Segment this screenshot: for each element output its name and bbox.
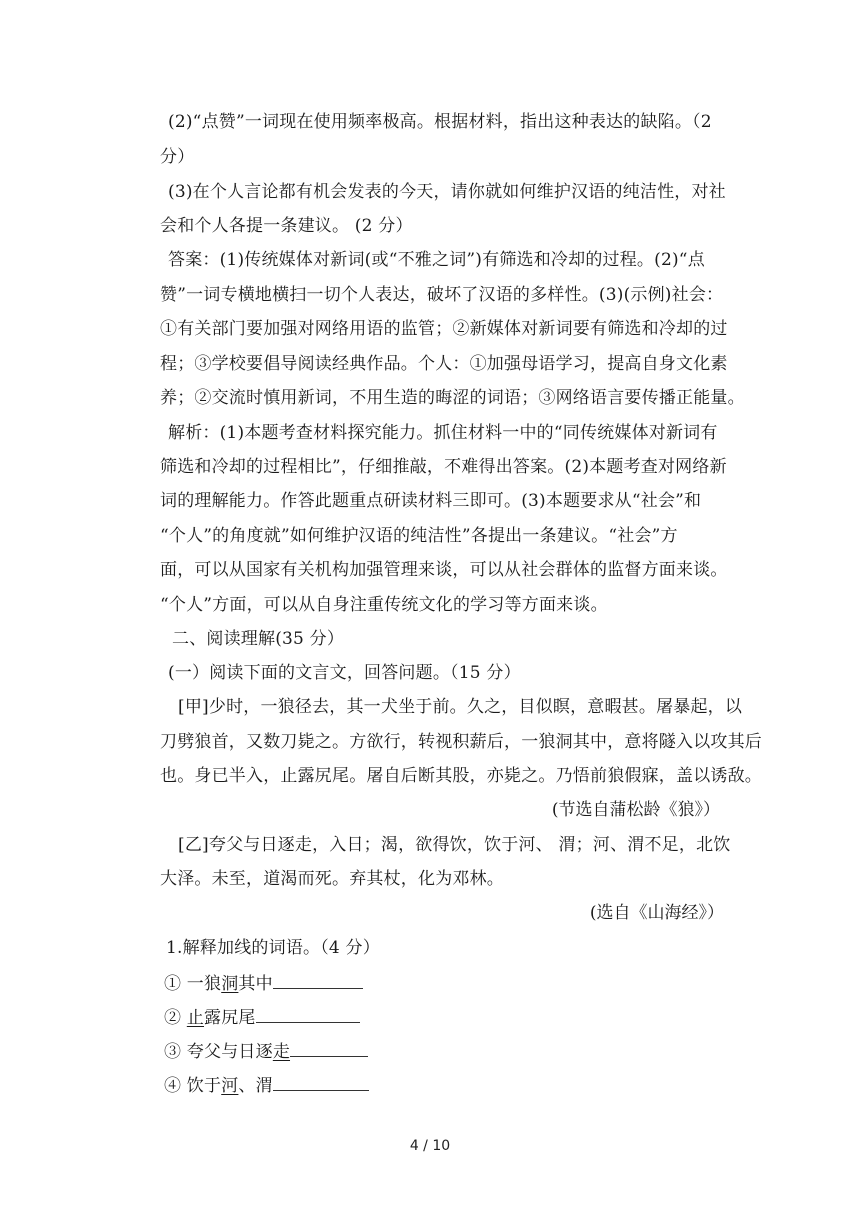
source-shanhai: (选自《山海经》） (589, 903, 724, 923)
answer-line-1: 答案：(1)传统媒体对新词(或“不雅之词”)有筛选和冷却的过程。(2)“点 (168, 250, 705, 270)
item-number: ④ (164, 1076, 182, 1096)
answer-line-4: 程；③学校要倡导阅读经典作品。个人：①加强母语学习，提高自身文化素 (160, 354, 728, 374)
item-number: ② (164, 1008, 182, 1028)
passage-jia-line-1: [甲]少时，一狼径去，其一犬坐于前。久之，目似瞑，意暇甚。屠暴起，以 (178, 697, 743, 717)
analysis-line-5: 面，可以从国家有关机构加强管理来谈，可以从社会群体的监督方面来谈。 (160, 560, 728, 580)
answer-line-5: 养；②交流时慎用新词，不用生造的晦涩的词语；③网络语言要传播正能量。 (160, 388, 745, 408)
underlined-word: 洞 (221, 974, 239, 994)
passage-yi-line-1: [乙]夸父与日逐走，入日；渴，欲得饮，饮于河、 渭；河、渭不足，北饮 (178, 835, 731, 855)
answer-line-2: 赞”一词专横地横扫一切个人表达，破坏了汉语的多样性。(3)(示例)社会： (160, 285, 724, 305)
analysis-line-3: 词的理解能力。作答此题重点研读材料三即可。(3)本题要求从“社会”和 (160, 491, 702, 511)
question-3-line-2: 会和个人各提一条建议。 (2 分） (160, 216, 413, 236)
source-wolf: (节选自蒲松龄《狼》） (551, 800, 720, 820)
underlined-word: 走 (272, 1042, 291, 1062)
passage-jia-line-2: 刀劈狼首，又数刀毙之。方欲行，转视积薪后，一狼洞其中，意将隧入以攻其后 (160, 732, 762, 752)
question-2-line-1: (2)“点赞”一词现在使用频率极高。根据材料，指出这种表达的缺陷。（2 (168, 112, 712, 132)
analysis-line-6: “个人”方面，可以从自身注重传统文化的学习等方面来谈。 (160, 595, 608, 615)
answer-blank[interactable] (273, 972, 363, 989)
answer-line-3: ①有关部门要加强对网络用语的监管；②新媒体对新词要有筛选和冷却的过 (160, 319, 728, 339)
question-2-line-2: 分） (160, 147, 195, 167)
vocab-item-3: ③ 夸父与日逐走 (164, 1040, 368, 1062)
subsection-heading: (一）阅读下面的文言文，回答问题。（15 分） (168, 663, 521, 683)
page-number: 4 / 10 (409, 1138, 451, 1154)
answer-blank[interactable] (273, 1074, 369, 1091)
analysis-line-2: 筛选和冷却的过程相比”，仔细推敲，不难得出答案。(2)本题考查对网络新 (160, 457, 727, 477)
item-number: ① (164, 974, 182, 994)
vocab-item-1: ① 一狼洞其中 (164, 972, 363, 994)
vocab-item-2: ② 止露尻尾 (164, 1006, 360, 1028)
passage-jia-line-3: 也。身已半入，止露尻尾。屠自后断其股，亦毙之。乃悟前狼假寐，盖以诱敌。 (160, 766, 762, 786)
question-1-prompt: 1.解释加线的词语。（4 分） (166, 938, 380, 958)
question-3-line-1: (3)在个人言论都有机会发表的今天，请你就如何维护汉语的纯洁性，对社 (168, 182, 726, 202)
section-heading: 二、阅读理解(35 分） (172, 629, 345, 649)
passage-yi-line-2: 大泽。未至，道渴而死。弃其杖，化为邓林。 (160, 869, 504, 889)
item-number: ③ (164, 1042, 182, 1062)
analysis-line-1: 解析：(1)本题考查材料探究能力。抓住材料一中的“同传统媒体对新词有 (168, 423, 718, 443)
answer-blank[interactable] (256, 1006, 360, 1023)
underlined-word: 河 (221, 1076, 239, 1096)
analysis-line-4: “个人”的角度就”如何维护汉语的纯洁性”各提出一条建议。“社会”方 (160, 526, 678, 546)
answer-blank[interactable] (290, 1040, 368, 1057)
vocab-item-4: ④ 饮于河、渭 (164, 1074, 369, 1096)
underlined-word: 止 (186, 1008, 205, 1028)
